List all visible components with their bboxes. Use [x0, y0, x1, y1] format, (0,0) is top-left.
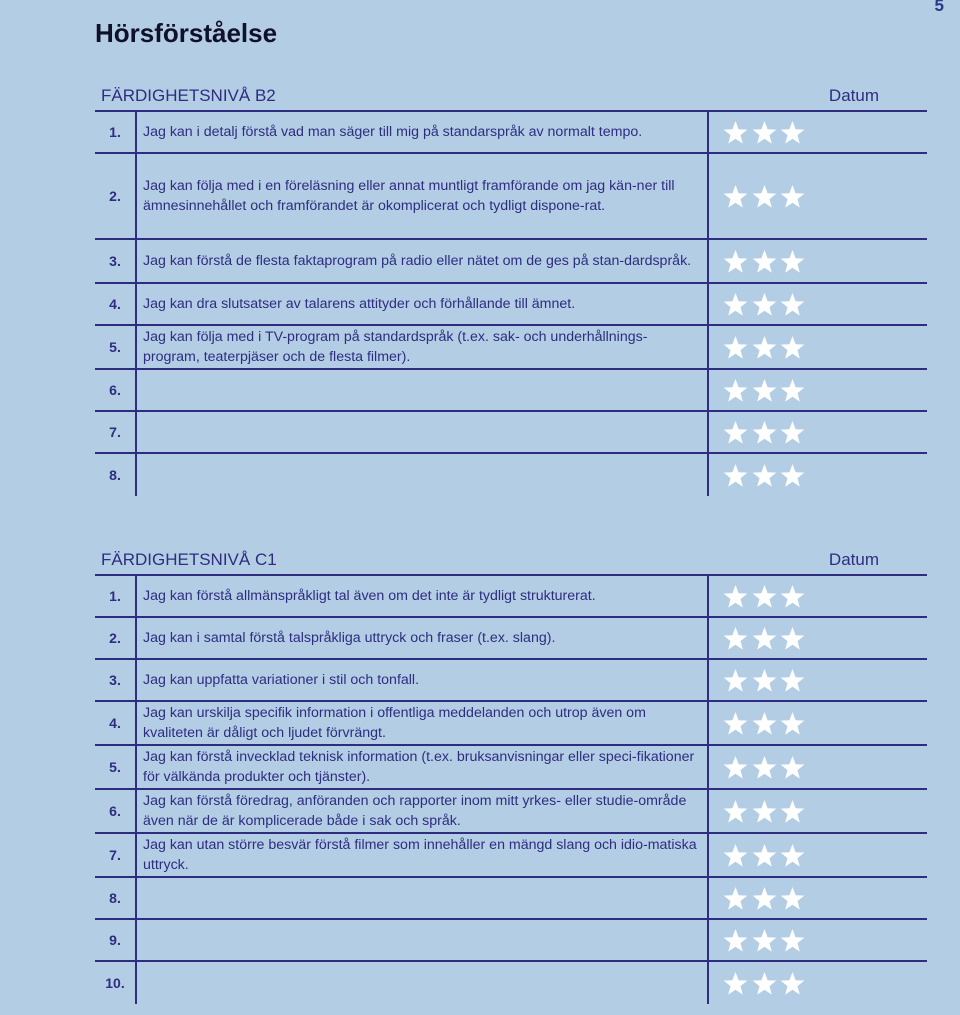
column-divider [135, 154, 137, 238]
statement-row [95, 834, 927, 878]
statement-text: Jag kan urskilja specifik information i offentliga meddelanden och utrop även om kvaliteten är dåligt och ljudet förvrängt. [143, 705, 646, 741]
star-icon[interactable] [723, 843, 748, 868]
statement-text: Jag kan följa med i en föreläsning eller annat muntligt framförande om jag kän-ner till ämnesinnehållet och framförandet är okomplicerat och tydligt dispone-rat. [143, 178, 675, 214]
star-rating [723, 326, 805, 368]
section-b2 [95, 86, 927, 496]
star-icon[interactable] [780, 928, 805, 953]
star-icon[interactable] [723, 378, 748, 403]
statement-row [95, 454, 927, 496]
star-icon[interactable] [780, 184, 805, 209]
statement-row [95, 154, 927, 240]
statement-text: Jag kan i detalj förstå vad man säger till mig på standarspråk av normalt tempo. [143, 124, 643, 140]
star-rating [723, 746, 805, 788]
statement-text: Jag kan förstå invecklad teknisk information (t.ex. bruksanvisningar eller speci-fikationer för välkända produkter och tjänster). [143, 749, 695, 785]
star-icon[interactable] [752, 335, 777, 360]
statement-row [95, 326, 927, 370]
column-divider [135, 920, 137, 960]
star-icon[interactable] [723, 928, 748, 953]
statement-row [95, 112, 927, 154]
row-number: 1. [109, 588, 121, 604]
star-icon[interactable] [723, 626, 748, 651]
statement-row [95, 962, 927, 1004]
star-icon[interactable] [780, 335, 805, 360]
star-icon[interactable] [780, 249, 805, 274]
star-rating [723, 920, 805, 960]
star-icon[interactable] [780, 292, 805, 317]
statement-text: Jag kan i samtal förstå talspråkliga uttryck och fraser (t.ex. slang). [143, 630, 556, 646]
statement-text [143, 878, 703, 918]
star-icon[interactable] [780, 843, 805, 868]
statement-text: Jag kan förstå de flesta faktaprogram på radio eller nätet om de ges på stan-dardspråk. [143, 253, 692, 269]
star-icon[interactable] [723, 711, 748, 736]
star-icon[interactable] [780, 799, 805, 824]
row-number: 7. [109, 424, 121, 440]
row-number: 7. [109, 847, 121, 863]
star-icon[interactable] [780, 886, 805, 911]
column-divider [707, 284, 709, 324]
star-icon[interactable] [752, 755, 777, 780]
star-icon[interactable] [723, 292, 748, 317]
star-rating [723, 834, 805, 876]
star-icon[interactable] [723, 886, 748, 911]
column-divider [707, 920, 709, 960]
column-divider [707, 326, 709, 368]
column-divider [707, 660, 709, 700]
statement-row [95, 576, 927, 618]
statement-text: Jag kan uppfatta variationer i stil och tonfall. [143, 672, 420, 688]
star-rating [723, 790, 805, 832]
star-rating [723, 576, 805, 616]
column-divider [707, 412, 709, 452]
column-divider [707, 702, 709, 744]
star-icon[interactable] [780, 584, 805, 609]
star-icon[interactable] [723, 799, 748, 824]
star-icon[interactable] [752, 184, 777, 209]
star-icon[interactable] [752, 711, 777, 736]
statement-row [95, 618, 927, 660]
column-divider [135, 878, 137, 918]
column-divider [707, 240, 709, 282]
row-number: 6. [109, 803, 121, 819]
section-title: FÄRDIGHETSNIVÅ C1 [101, 550, 277, 569]
page-number: 5 [934, 0, 944, 15]
row-number: 1. [109, 124, 121, 140]
statement-list [95, 576, 927, 1004]
column-divider [707, 454, 709, 496]
star-icon[interactable] [752, 120, 777, 145]
column-divider [135, 962, 137, 1004]
column-divider [707, 576, 709, 616]
statement-row [95, 920, 927, 962]
column-divider [707, 154, 709, 238]
row-number: 10. [105, 975, 125, 991]
column-divider [135, 576, 137, 616]
row-number: 9. [109, 932, 121, 948]
row-number: 5. [109, 339, 121, 355]
column-divider [135, 618, 137, 658]
column-divider [707, 746, 709, 788]
star-rating [723, 962, 805, 1004]
star-icon[interactable] [752, 249, 777, 274]
star-icon[interactable] [780, 971, 805, 996]
star-icon[interactable] [780, 626, 805, 651]
column-divider [707, 790, 709, 832]
statement-text [143, 412, 703, 452]
page-title: Hörsförståelse [95, 18, 278, 48]
column-divider [707, 962, 709, 1004]
row-number: 2. [109, 630, 121, 646]
row-number: 3. [109, 672, 121, 688]
star-rating [723, 412, 805, 452]
statement-row [95, 790, 927, 834]
row-number: 8. [109, 467, 121, 483]
star-icon[interactable] [723, 668, 748, 693]
statement-text: Jag kan dra slutsatser av talarens attityder och förhållande till ämnet. [143, 296, 576, 312]
star-icon[interactable] [780, 420, 805, 445]
column-divider [135, 702, 137, 744]
column-divider [135, 112, 137, 152]
star-icon[interactable] [723, 249, 748, 274]
statement-list [95, 112, 927, 496]
star-icon[interactable] [780, 755, 805, 780]
star-icon[interactable] [752, 799, 777, 824]
datum-header: Datum [828, 86, 879, 105]
star-rating [723, 618, 805, 658]
star-icon[interactable] [752, 971, 777, 996]
star-rating [723, 154, 805, 238]
column-divider [135, 412, 137, 452]
statement-row [95, 702, 927, 746]
column-divider [707, 834, 709, 876]
column-divider [135, 370, 137, 410]
star-icon[interactable] [723, 755, 748, 780]
column-divider [135, 660, 137, 700]
star-icon[interactable] [752, 584, 777, 609]
star-icon[interactable] [780, 378, 805, 403]
star-icon[interactable] [780, 711, 805, 736]
statement-text [143, 920, 703, 960]
row-number: 2. [109, 188, 121, 204]
row-number: 4. [109, 715, 121, 731]
statement-text: Jag kan förstå allmänspråkligt tal även om det inte är tydligt strukturerat. [143, 588, 596, 604]
star-icon[interactable] [752, 668, 777, 693]
column-divider [135, 790, 137, 832]
star-icon[interactable] [752, 378, 777, 403]
star-icon[interactable] [723, 584, 748, 609]
statement-row [95, 284, 927, 326]
star-icon[interactable] [723, 971, 748, 996]
star-icon[interactable] [723, 335, 748, 360]
star-rating [723, 702, 805, 744]
star-rating [723, 284, 805, 324]
star-rating [723, 660, 805, 700]
star-rating [723, 878, 805, 918]
column-divider [707, 618, 709, 658]
star-icon[interactable] [723, 463, 748, 488]
column-divider [707, 878, 709, 918]
statement-text [143, 370, 703, 410]
star-icon[interactable] [723, 420, 748, 445]
row-number: 8. [109, 890, 121, 906]
star-icon[interactable] [752, 292, 777, 317]
column-divider [135, 240, 137, 282]
section-header [95, 550, 927, 576]
star-icon[interactable] [780, 120, 805, 145]
star-icon[interactable] [752, 420, 777, 445]
column-divider [135, 454, 137, 496]
column-divider [135, 326, 137, 368]
section-title: FÄRDIGHETSNIVÅ B2 [101, 86, 276, 105]
star-icon[interactable] [780, 463, 805, 488]
star-icon[interactable] [723, 120, 748, 145]
section-c1 [95, 550, 927, 1004]
row-number: 3. [109, 253, 121, 269]
star-icon[interactable] [752, 886, 777, 911]
star-icon[interactable] [752, 463, 777, 488]
statement-text: Jag kan följa med i TV-program på standardspråk (t.ex. sak- och underhållnings-program, teaterpjäser och de flesta filmer). [143, 329, 648, 365]
star-icon[interactable] [780, 668, 805, 693]
row-number: 5. [109, 759, 121, 775]
star-rating [723, 112, 805, 152]
datum-header: Datum [828, 550, 879, 569]
statement-text [143, 962, 703, 1004]
section-header [95, 86, 927, 112]
statement-row [95, 878, 927, 920]
star-rating [723, 240, 805, 282]
star-icon[interactable] [752, 928, 777, 953]
statement-text: Jag kan utan större besvär förstå filmer som innehåller en mängd slang och idio-matiska uttryck. [143, 837, 697, 873]
row-number: 6. [109, 382, 121, 398]
column-divider [135, 746, 137, 788]
star-icon[interactable] [723, 184, 748, 209]
row-number: 4. [109, 296, 121, 312]
column-divider [135, 834, 137, 876]
statement-text: Jag kan förstå föredrag, anföranden och rapporter inom mitt yrkes- eller studie-område även när de är komplicerade både i sak och språk. [143, 793, 687, 829]
star-rating [723, 370, 805, 410]
star-icon[interactable] [752, 626, 777, 651]
statement-row [95, 370, 927, 412]
column-divider [707, 370, 709, 410]
statement-row [95, 746, 927, 790]
statement-row [95, 660, 927, 702]
statement-row [95, 412, 927, 454]
column-divider [135, 284, 137, 324]
star-rating [723, 454, 805, 496]
column-divider [707, 112, 709, 152]
statement-row [95, 240, 927, 284]
statement-text [143, 454, 703, 496]
star-icon[interactable] [752, 843, 777, 868]
